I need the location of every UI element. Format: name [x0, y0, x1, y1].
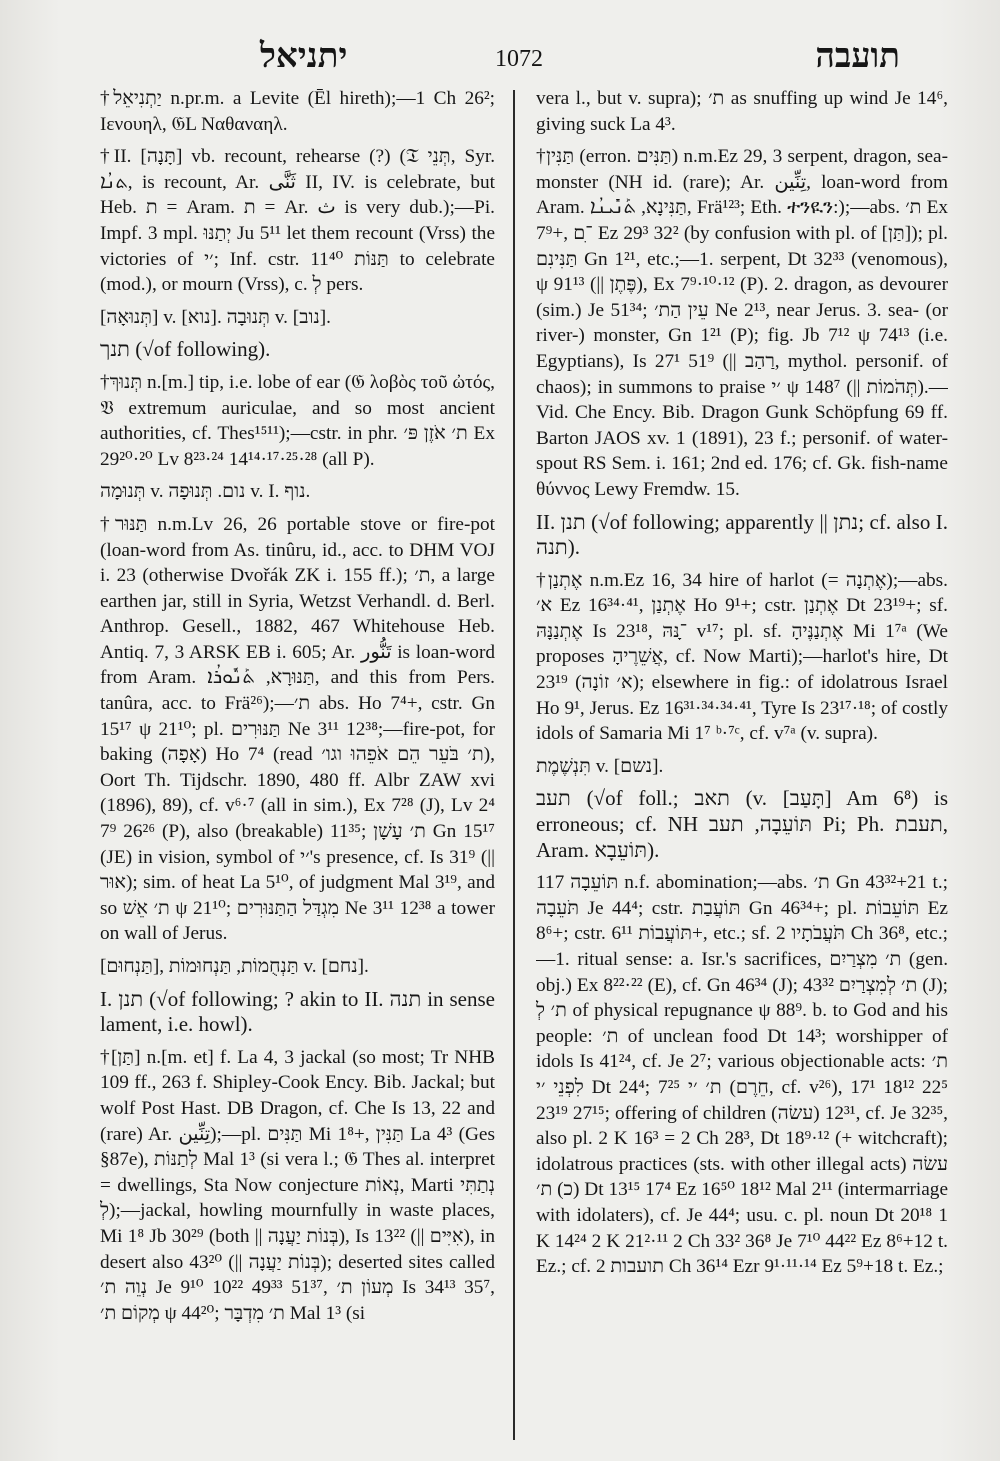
header-right-word: תועבה [815, 38, 900, 75]
right-column [536, 86, 948, 1446]
entry: †יַתְנִיאֵל n.pr.m. a Levite (Ēl hireth);—1 Ch 26²; Ιενουηλ, 𝔊L Ναθαναηλ. [100, 88, 495, 135]
page-number: 1072 [495, 46, 543, 72]
cross-reference: תִּנְשֶׁמֶת v. [נשם]. [536, 755, 664, 777]
entry: †[תַּן] n.[m. et] f. La 4, 3 jackal (so most; Tr NHB 109 ff., 263 f. Shipley-Cook Ency. Bib. Jackal; but wolf Post Hast. DB Dragon, cf. Che Is 13, 22 and (rare) Ar. تِنِّين);—pl. תַּנִּים Mi 1⁸+, תַּנִּין La 4³ (Ges §87e), לְתַנּוֹת Mal 1³ (si vera l.; 𝔊 Thes al. interpret = dwellings, Sta Now conjecture נְאוֹת, Marti נְתַתִּי לְ);—jackal, howling mournfully in waste places, Mi 1⁸ Jb 30²⁹ (both || בְּנוֹת יַעֲנָה), Is 13²² (|| אִיִּים), in desert also 43²⁰ (|| בְּנוֹת יַעֲנָה); deserted sites called נְוֵה ת׳ Je 9¹⁰ 10²² 49³³ 51³⁷, מְעוֹן ת׳ Is 34¹³ 35⁷, מְקוֹם ת׳ ψ 44²⁰; ת׳ מִדְבָּר Mal 1³ (si [100, 1046, 495, 1324]
column-divider [513, 90, 515, 1440]
root-heading: תעב (√of foll.; תאב (v. [תָּעַב] Am 6⁸) is erroneous; cf. NH תּוֹעֵבָה, תעב Pi; Ph. תעבת, Aram. תּוֹעֵבָא). [536, 786, 948, 862]
entry: †תַּנּוּר n.m.Lv 26, 26 portable stove or fire-pot (loan-word from As. tinûru, id., acc. to DHM VOJ i. 23 (otherwise Dvořák ZK i. 155 ff.); ת׳, a large earthen jar, still in Syria, Wetzst Verhandl. d. Berl. Anthrop. Gesell., 1882, 467 Whitehouse Heb. Antiq. 7, 3 ARSK EB i. 605; Ar. تَنُّور is loan-word from Aram. תַּנּוּרָא, ܬܰܢܽܘܪܳܐ, and this from Pers. tanûra, acc. to Frä²⁶);—ת׳ abs. Ho 7⁴+, cstr. Gn 15¹⁷ ψ 21¹⁰; pl. תַּנּוּרִים Ne 3¹¹ 12³⁸;—fire-pot, for baking (אָפָה) Ho 7⁴ (read ת׳ בֹּעֵר הֵם אֹפֵהוּ וגו׳), Oort Th. Tijdschr. 1890, 480 ff. Albr ZAW xvi (1896), 89), cf. v⁶·⁷ (all in sim.), Ex 7²⁸ (J), Lv 2⁴ 7⁹ 26²⁶ (P), also (breakable) 11³⁵; ת׳ עָשָׁן Gn 15¹⁷ (JE) in vision, symbol of ׳י's presence, cf. Is 31⁹ (|| אוּר); sim. of heat La 5¹⁰, of judgment Mal 3¹⁹, and so ת׳ אֵשׁ ψ 21¹⁰; מִגְדַּל הַתַּנּוּרִים Ne 3¹¹ 12³⁸ a tower on wall of Jerus. [100, 513, 495, 945]
root-heading: תנך (√of following). [100, 337, 271, 362]
header-left-word: יתניאל [260, 38, 348, 75]
root-heading: II. תנן (√of following; apparently || נתן; cf. also I. תנה). [536, 509, 948, 560]
entry: †תַּנִּין (erron. תַּנִּים) n.m.Ez 29, 3 serpent, dragon, sea-monster (NH id. (rare); Ar. تِنِّين, loan-word from Aram. תַּנִּינָא, ܬܰܢܺܝܢܳܐ, Frä¹²³; Eth. ተንዪን:);—abs. ת׳ Ex 7⁹+, ־ִם Ez 29³ 32² (by confusion with pl. of [תַּן]); pl. תַּנִּינִם Gn 1²¹, etc.;—1. serpent, Dt 32³³ (venomous), ψ 91¹³ (|| פֶּתֶן), Ex 7⁹·¹⁰·¹² (P). 2. dragon, as devourer (sim.) Je 51³⁴; עֵין הַת׳ Ne 2¹³, near Jerus. 3. sea- (or river-) monster, Gn 1²¹ (P); fig. Jb 7¹² ψ 74¹³ (i.e. Egyptians), Is 27¹ 51⁹ (|| רַהַב, mythol. personif. of chaos); in summons to praise ׳י ψ 148⁷ (|| תְּהֹמוֹת).—Vid. Che Ency. Bib. Dragon Gunk Schöpfung 69 ff. Barton JAOS xv. 1 (1891), 23 f.; personif. of water-spout RS Sem. i. 161; 2nd ed. 176; cf. Gk. fish-name θύννος Lewy Fremdw. 15. [536, 146, 948, 500]
entry: †II. [תָּנָה] vb. recount, rehearse (?) (𝔗 תְּנֵי, Syr. ܬܢܳܐ, is recount, Ar. ثَنَّى II, IV. is celebrate, but Heb. ת = Aram. ת = Ar. ث is very dub.);—Pi. Impf. 3 mpl. יְתַנּוּ Ju 5¹¹ let them recount (Vrss) the victories of ׳י; Inf. cstr. תַּנּוֹת 11⁴⁰ to celebrate (mod.), or mourn (Vrss), c. לְ pers. [100, 146, 495, 296]
entry: †תְּנוּךְ n.[m.] tip, i.e. lobe of ear (𝔊 λοβὸς τοῦ ὠτός, 𝔙 extremum auriculae, and so most ancient authorities, cf. Thes¹⁵¹¹);—cstr. in phr. ת׳ אֹזֶן פּ׳ Ex 29²⁰·²⁰ Lv 8²³·²⁴ 14¹⁴·¹⁷·²⁵·²⁸ (all P). [100, 371, 495, 470]
left-column [100, 86, 495, 1446]
cross-reference: תְּנוּמָה v. נום. תְּנוּפָה v. I. נוף. [100, 481, 311, 503]
entry: תּוֹעֵבָה 117 n.f. abomination;—abs. ת׳ Gn 43³²+21 t.; תֹּעֵבָה Je 44⁴; cstr. תּוֹעֲבַת Gn 46³⁴+; pl. תּוֹעֵבוֹת Ez 8⁶+; cstr. תּוֹעֲבוֹת 6¹¹+, etc.; sf. תֹּעֲבֹתָיו 2 Ch 36⁸, etc.;—1. ritual sense: a. Isr.'s sacrifices, ת׳ מִצְרַיִם (gen. obj.) Ex 8²²·²² (E), cf. Gn 46³⁴ (J); ת׳ לְמִצְרַיִם 43³² (J); ת׳ לְ of physical repugnance ψ 88⁹. b. to God and his people: ת׳ of unclean food Dt 14³; worshipper of idols Is 41²⁴, cf. Je 2⁷; various objectionable acts: ת׳ לִפְנֵי ׳י Dt 24⁴; ת׳ ׳י 7²⁵ (חֵרֶם, cf. v²⁶), 17¹ 18¹² 22⁵ 23¹⁹ 27¹⁵; offering of children (עשׂה) 12³¹, cf. Je 32³⁵, also pl. 2 K 16³ = 2 Ch 28³, Dt 18⁹·¹² (+ witchcraft); idolatrous practices (sts. with other illegal acts) עשׂה (כ) ת׳ Dt 13¹⁵ 17⁴ Ez 16⁵⁰ 18¹² Mal 2¹¹ (intermarriage with idolaters), cf. Je 44⁴; usu. c. pl. noun Dt 20¹⁸ 1 K 14²⁴ 2 K 21²·¹¹ 2 Ch 33² 36⁸ Je 7¹⁰ 44²² Ez 8⁶+12 t. Ez.; cf. תועבות 2 Ch 36¹⁴ Ezr 9¹·¹¹·¹⁴ Ez 5⁹+18 t. Ez.; [536, 872, 948, 1278]
running-header [90, 38, 910, 84]
root-heading: I. תנן (√of following; ? akin to II. תנה in sense lament, i.e. howl). [100, 986, 495, 1037]
entry: vera l., but v. supra); ת׳ as snuffing up wind Je 14⁶, giving suck La 4³. [536, 88, 948, 135]
cross-reference: [תַּנְחוּם], תַּנְחֻמוֹת, תַּנְחוּמוֹת v. [נחם]. [100, 956, 369, 977]
entry: †אֶתְנַן n.m.Ez 16, 34 hire of harlot (= אֶתְנָה);—abs. א׳ Ez 16³⁴·⁴¹, אֶתְנַן Ho 9¹+; cstr. אֶתְנַן Dt 23¹⁹+; sf. אֶתְנַנָּהּ Is 23¹⁸, ־ָנּהּ v¹⁷; pl. sf. אֶתְנַנֶּיהָ Mi 1⁷ᵃ (We proposes אֲשֵׁרֶיהָ, cf. Now Marti);—harlot's hire, Dt 23¹⁹ (א׳ זוֹנָה); elsewhere in fig.: of idolatrous Israel Ho 9¹, Jerus. Ez 16³¹·³⁴·³⁴·⁴¹, Tyre Is 23¹⁷·¹⁸; of costly idols of Samaria Mi 1⁷ ᵇ·⁷ᶜ, cf. v⁷ᵃ (v. supra). [536, 569, 948, 745]
cross-reference: [תְּנוּאָה] v. [נוא]. תְּנוּבָה v. [נוב]. [100, 306, 331, 328]
